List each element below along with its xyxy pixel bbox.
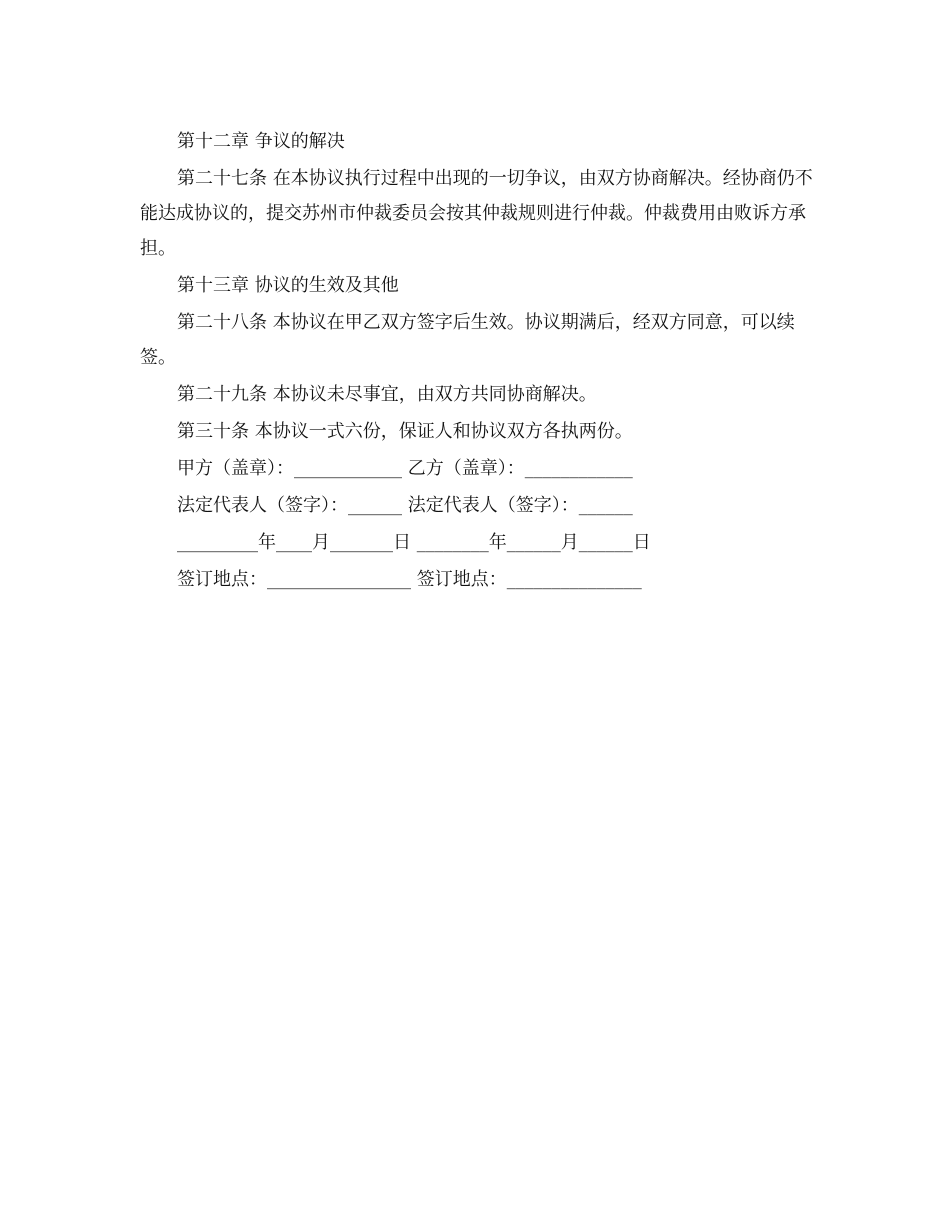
article-30: 第三十条 本协议一式六份，保证人和协议双方各执两份。 [177, 421, 633, 442]
document-body [140, 124, 815, 597]
representative-signature-line: 法定代表人（签字）：______ 法定代表人（签字）：______ [177, 495, 633, 516]
chapter-heading-12: 第十二章 争议的解决 [177, 131, 345, 152]
article-29: 第二十九条 本协议未尽事宜，由双方共同协商解决。 [177, 384, 597, 405]
seal-line: 甲方（盖章）：____________ 乙方（盖章）：____________ [177, 458, 633, 479]
date-line: _________年____月_______日 ________年______月______日 [177, 532, 651, 553]
article-27: 第二十七条 在本协议执行过程中出现的一切争议，由双方协商解决。经协商仍不能达成协议的，提交苏州市仲裁委员会按其仲裁规则进行仲裁。仲裁费用由败诉方承担。 [140, 168, 813, 259]
chapter-heading-13: 第十三章 协议的生效及其他 [177, 275, 399, 296]
article-28: 第二十八条 本协议在甲乙双方签字后生效。协议期满后，经双方同意，可以续签。 [140, 312, 795, 368]
signing-place-line: 签订地点：________________ 签订地点：_______________ [177, 569, 642, 590]
